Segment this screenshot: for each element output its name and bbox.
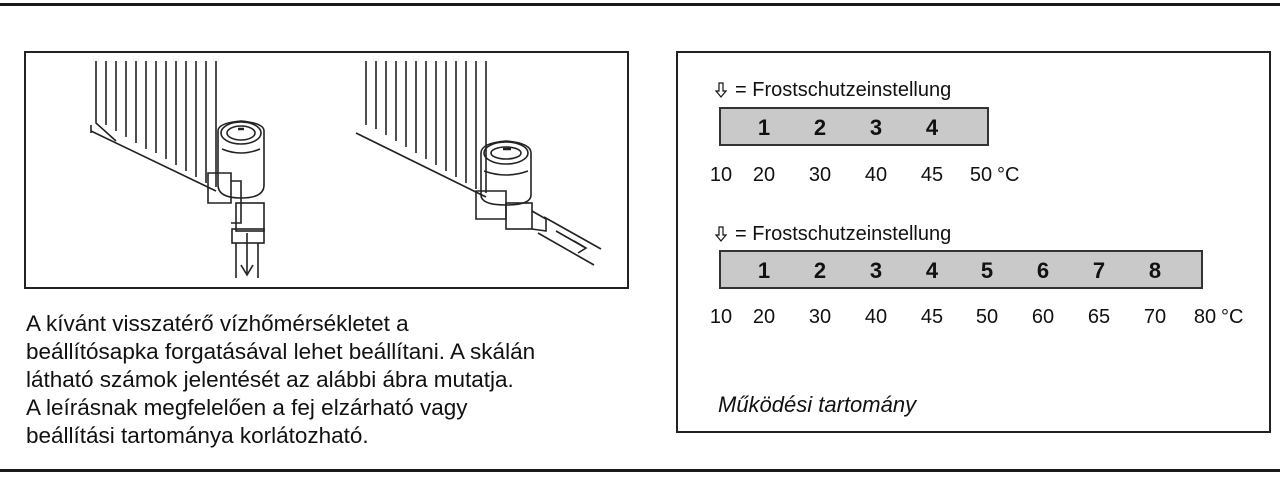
setting-number: 4 [925,258,939,283]
down-arrow-outline-icon [715,79,729,102]
temperature-tick: 20 [752,164,776,186]
temperature-tick: 50 [975,306,999,328]
description-line: A leírásnak megfelelően a fej elzárható vagy [26,395,468,420]
setting-number: 2 [813,115,827,140]
temperature-tick: 50 [969,164,993,186]
temperature-tick: 10 [709,306,733,328]
thermostat-illustration [24,51,629,289]
description-line: látható számok jelentését az alábbi ábra mutatja. [26,367,514,392]
temperature-tick: 70 [1143,306,1167,328]
setting-number: 4 [925,115,939,140]
setting-number: 7 [1092,258,1106,283]
temperature-tick: 60 [1031,306,1055,328]
temperature-tick: 45 [920,164,944,186]
operating-range-caption: Működési tartomány [718,392,917,417]
temperature-tick: 80 [1193,306,1217,328]
temperature-unit: °C [1221,306,1244,328]
description-line: beállítási tartománya korlátozható. [26,423,369,448]
frost-protection-label [715,79,951,102]
description-line: A kívánt visszatérő vízhőmérsékletet a [26,311,409,336]
temperature-tick: 30 [808,306,832,328]
down-arrow-outline-icon [715,223,729,246]
frost-protection-text: = Frostschutzeinstellung [735,223,952,245]
temperature-unit: °C [997,164,1020,186]
temperature-tick: 40 [864,164,888,186]
radiator-valve-drawing [26,53,631,291]
temperature-tick: 40 [864,306,888,328]
top-rule [0,3,1280,6]
setting-number: 6 [1036,258,1050,283]
temperature-tick: 20 [752,306,776,328]
description-text [26,310,646,450]
setting-number: 8 [1148,258,1162,283]
bottom-rule [0,469,1280,472]
setting-bar-large [719,250,1203,289]
description-line: beállítósapka forgatásával lehet beállítani. A skálán [26,339,536,364]
temperature-tick: 10 [709,164,733,186]
setting-number: 1 [757,115,771,140]
setting-number: 3 [869,115,883,140]
frost-protection-text: = Frostschutzeinstellung [735,79,952,101]
frost-protection-label [715,223,951,246]
temperature-tick: 45 [920,306,944,328]
setting-number: 3 [869,258,883,283]
setting-number: 2 [813,258,827,283]
setting-number: 1 [757,258,771,283]
temperature-tick: 30 [808,164,832,186]
temperature-tick: 65 [1087,306,1111,328]
setting-number: 5 [980,258,994,283]
